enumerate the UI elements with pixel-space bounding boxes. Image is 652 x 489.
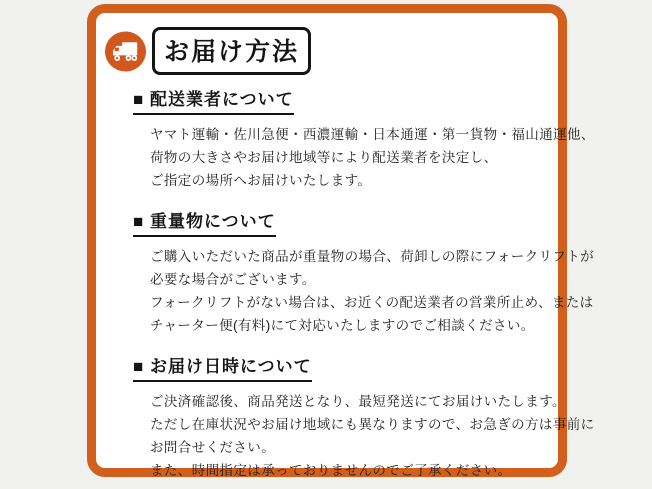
section-heading: ■ 配送業者について xyxy=(133,85,294,115)
body-line: ご決済確認後、商品発送となり、最短発送にてお届けいたします。 xyxy=(150,394,566,409)
section-heavy-items xyxy=(133,207,595,337)
section-body xyxy=(133,123,595,192)
body-line: 必要な場合がございます。 xyxy=(150,272,316,287)
section-body xyxy=(133,245,595,337)
body-line: ただし在庫状況やお届け地域にも異なりますので、お急ぎの方は事前に xyxy=(150,417,595,432)
body-line: チャーター便(有料)にて対応いたしますのでご相談ください。 xyxy=(150,318,535,333)
section-heading: ■ お届け日時について xyxy=(133,352,312,382)
body-line: ご指定の場所へお届けいたします。 xyxy=(150,173,372,188)
section-delivery-datetime xyxy=(133,352,595,482)
body-line: フォークリフトがない場合は、お近くの配送業者の営業所止め、または xyxy=(150,295,594,310)
body-line: お問合せください。 xyxy=(150,440,276,455)
delivery-info-panel xyxy=(87,4,595,478)
panel-header xyxy=(104,27,546,75)
body-line: ヤマト運輸・佐川急便・西濃運輸・日本通運・第一貨物・福山通運他、 xyxy=(150,127,595,142)
body-line: また、時間指定は承っておりませんのでご了承ください。 xyxy=(150,463,512,478)
section-body xyxy=(133,390,595,482)
page-title: お届け方法 xyxy=(152,27,311,75)
delivery-info-content xyxy=(96,13,595,482)
section-carriers xyxy=(133,85,595,192)
section-heading: ■ 重量物について xyxy=(133,207,276,237)
body-line: ご購入いただいた商品が重量物の場合、荷卸しの際にフォークリフトが xyxy=(150,249,595,264)
truck-icon xyxy=(104,30,147,73)
body-line: 荷物の大きさやお届け地域等により配送業者を決定し、 xyxy=(150,150,498,165)
